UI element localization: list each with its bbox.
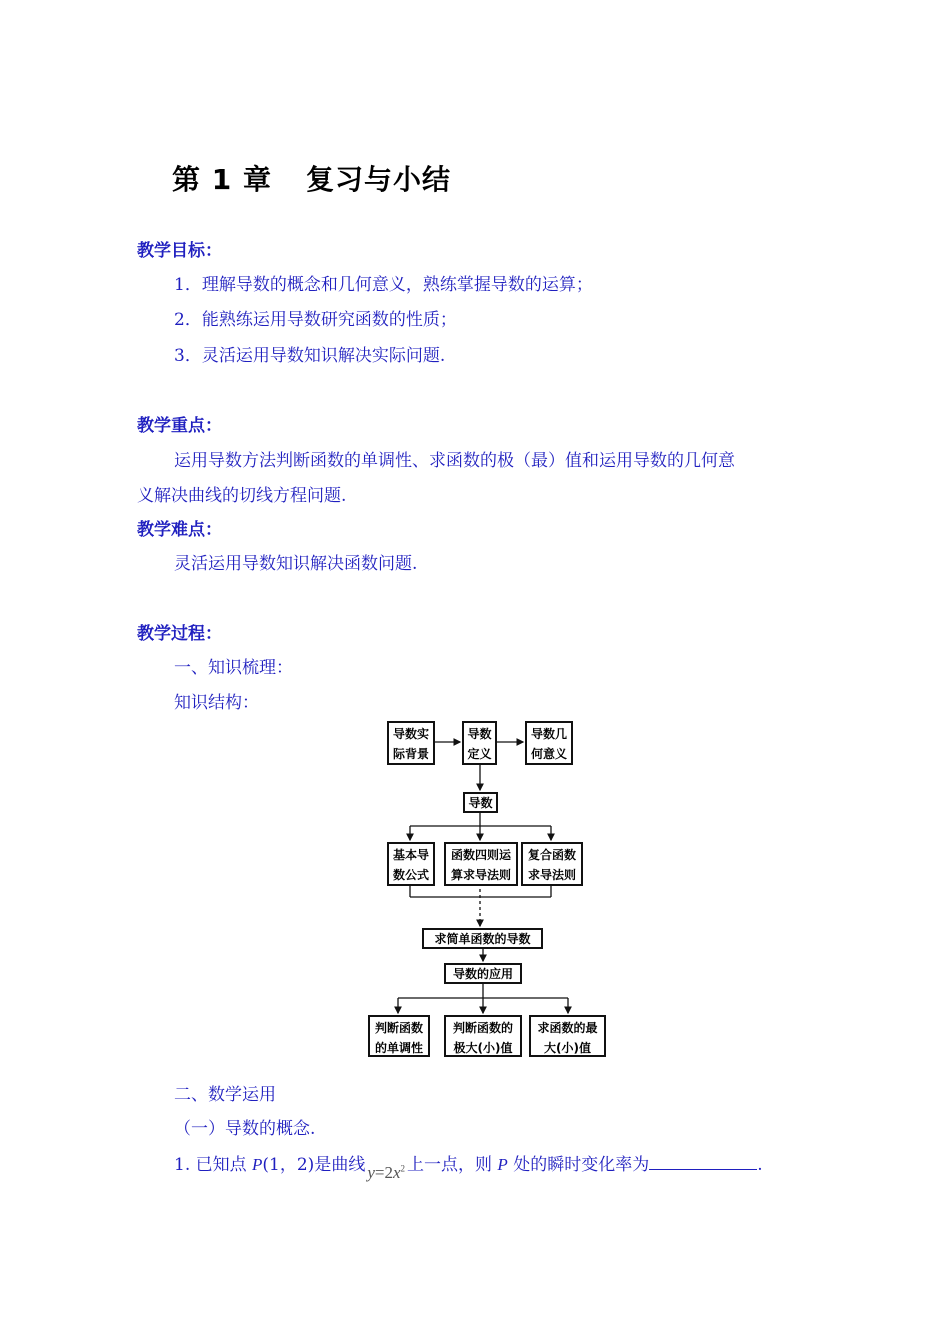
box-monotonicity: 判断函数 的单调性 (368, 1015, 430, 1057)
section-knowledge-review: 一、知识梳理： (174, 658, 293, 678)
key-points-line: 运用导数方法判断函数的单调性、求函数的极（最）值和运用导数的几何意 (174, 451, 735, 471)
process-heading: 教学过程： (137, 624, 222, 644)
subsection-derivative-concept: （一）导数的概念. (174, 1119, 316, 1139)
problem-mid: 是曲线 (314, 1155, 366, 1175)
box-max-min: 求函数的最 大(小)值 (529, 1015, 606, 1057)
point-variable: P (497, 1155, 508, 1174)
objective-item: 1．理解导数的概念和几何意义，熟练掌握导数的运算； (174, 275, 593, 295)
objective-item: 3．灵活运用导数知识解决实际问题. (174, 346, 446, 366)
diagram-connectors (365, 715, 610, 1060)
answer-blank[interactable] (649, 1155, 757, 1170)
knowledge-structure-diagram (365, 715, 610, 1060)
chapter-number: 第 1 章 (172, 163, 272, 196)
key-points-line: 义解决曲线的切线方程问题. (137, 486, 347, 506)
difficulties-heading: 教学难点： (137, 520, 222, 540)
box-composite-rules: 复合函数 求导法则 (521, 842, 583, 886)
box-derivative-background: 导数实 际背景 (387, 721, 435, 765)
box-derivative: 导数 (463, 792, 498, 813)
problem-after: 上一点，则 (407, 1155, 498, 1175)
difficulties-text: 灵活运用导数知识解决函数问题. (174, 554, 418, 574)
problem-1 (174, 1150, 763, 1182)
box-basic-formulas: 基本导 数公式 (387, 842, 435, 886)
problem-end: . (757, 1155, 763, 1175)
section-math-application: 二、数学运用 (174, 1085, 276, 1105)
point-variable: P (252, 1155, 263, 1174)
chapter-name: 复习与小结 (305, 163, 451, 196)
curve-equation: $y=2x^2$ (367, 1163, 406, 1182)
page-title (172, 158, 451, 198)
key-points-heading: 教学重点： (137, 416, 222, 436)
box-geometric-meaning: 导数几 何意义 (525, 721, 573, 765)
knowledge-structure-label: 知识结构： (174, 693, 259, 713)
box-applications: 导数的应用 (444, 963, 522, 984)
objectives-heading: 教学目标： (137, 241, 222, 261)
box-arithmetic-rules: 函数四则运 算求导法则 (444, 842, 518, 886)
problem-prefix: 1. 已知点 (174, 1155, 253, 1175)
objective-item: 2．能熟练运用导数研究函数的性质； (174, 310, 457, 330)
box-extremum: 判断函数的 极大(小)值 (444, 1015, 522, 1057)
problem-suffix: 处的瞬时变化率为 (507, 1155, 650, 1175)
box-simple-derivatives: 求简单函数的导数 (422, 928, 543, 949)
box-derivative-definition: 导数 定义 (462, 721, 497, 765)
point-coordinates: (1，2) (262, 1155, 315, 1175)
